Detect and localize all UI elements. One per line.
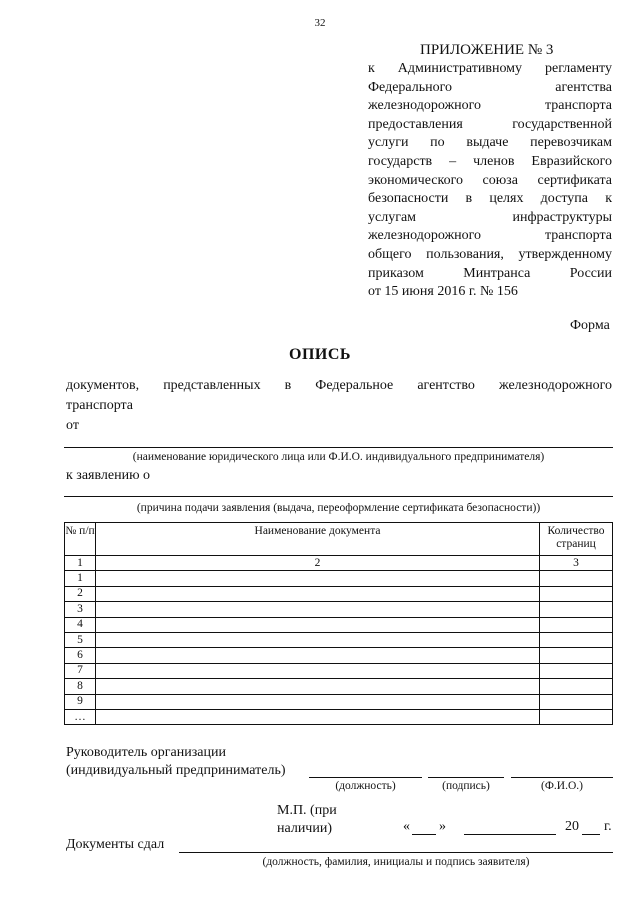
document-name-cell[interactable] [96, 571, 540, 586]
form-label: Форма [570, 318, 610, 333]
appendix-line: экономического союза сертификата [368, 172, 612, 188]
appendix-line: от 15 июня 2016 г. № 156 [368, 284, 518, 300]
document-name-cell[interactable] [96, 602, 540, 617]
index-cell: 2 [96, 556, 540, 571]
head-label-line-2: (индивидуальный предприниматель) [66, 763, 286, 778]
index-cell: 3 [540, 556, 613, 571]
position-caption: (должность) [335, 780, 396, 792]
table-row [65, 617, 613, 632]
signature-caption: (подпись) [442, 780, 490, 792]
header-page-count: Количество страниц [540, 523, 613, 556]
row-number: 1 [65, 571, 96, 586]
document-name-cell[interactable] [96, 679, 540, 694]
signature-fill-line[interactable] [428, 777, 504, 778]
table-row [65, 632, 613, 647]
appendix-reference [368, 60, 612, 302]
row-number: 4 [65, 617, 96, 632]
document-name-cell[interactable] [96, 694, 540, 709]
date-quote-close: » [439, 819, 446, 834]
page-count-cell[interactable] [540, 694, 613, 709]
row-number: … [65, 709, 96, 724]
row-number: 3 [65, 602, 96, 617]
submitted-label: Документы сдал [66, 837, 165, 852]
submitter-caption: (должность, фамилия, инициалы и подпись заявителя) [262, 856, 530, 868]
position-fill-line[interactable] [309, 777, 422, 778]
stamp-label-line-2: наличии) [277, 821, 332, 836]
year-prefix: 20 [565, 819, 579, 834]
appendix-line: услуги по выдаче перевозчикам [368, 135, 612, 151]
intro-line-3: от [66, 418, 79, 433]
row-number: 7 [65, 663, 96, 678]
appendix-title: ПРИЛОЖЕНИЕ № 3 [420, 42, 554, 58]
table-row [65, 663, 613, 678]
page-number: 32 [314, 17, 326, 29]
reason-caption: (причина подачи заявления (выдача, переоформление сертификата безопасности)) [136, 502, 541, 514]
appendix-line: общего пользования, утвержденному [368, 246, 612, 262]
row-number: 5 [65, 632, 96, 647]
table-row [65, 694, 613, 709]
document-title: ОПИСЬ [289, 346, 351, 363]
page-count-cell[interactable] [540, 602, 613, 617]
table-header-row [65, 523, 613, 556]
month-fill-line[interactable] [464, 834, 556, 835]
document-name-cell[interactable] [96, 663, 540, 678]
row-number: 2 [65, 586, 96, 601]
intro-line-1: документов, представленных в Федеральное агентство железнодорожного [66, 378, 612, 393]
header-number: № п/п [65, 523, 96, 556]
inventory-table [64, 522, 613, 725]
page-count-cell[interactable] [540, 617, 613, 632]
year-fill-line[interactable] [582, 834, 600, 835]
appendix-line: государств – членов Евразийского [368, 153, 612, 169]
document-name-cell[interactable] [96, 617, 540, 632]
page-count-cell[interactable] [540, 571, 613, 586]
page-count-cell[interactable] [540, 648, 613, 663]
row-number: 9 [65, 694, 96, 709]
day-fill-line[interactable] [412, 834, 436, 835]
page-count-cell[interactable] [540, 679, 613, 694]
reason-fill-line[interactable] [64, 496, 613, 497]
intro-line-2: транспорта [66, 398, 134, 413]
table-row [65, 586, 613, 601]
appendix-line: железнодорожного транспорта [368, 98, 612, 114]
index-cell: 1 [65, 556, 96, 571]
table-row [65, 679, 613, 694]
entity-caption: (наименование юридического лица или Ф.И.О. индивидуального предпринимателя) [132, 451, 545, 463]
page-count-cell[interactable] [540, 709, 613, 724]
row-number: 6 [65, 648, 96, 663]
entity-fill-line[interactable] [64, 447, 613, 448]
appendix-line: к Административному регламенту [368, 61, 612, 76]
appendix-line: приказом Минтранса России [368, 265, 612, 281]
stamp-label-line-1: М.П. (при [277, 803, 337, 818]
date-quote-open: « [403, 819, 410, 834]
page-count-cell[interactable] [540, 632, 613, 647]
appendix-line: железнодорожного транспорта [368, 228, 612, 244]
year-suffix: г. [604, 819, 612, 834]
header-document-name: Наименование документа [96, 523, 540, 556]
table-row [65, 571, 613, 586]
appendix-line: услугам инфраструктуры [368, 209, 612, 225]
document-name-cell[interactable] [96, 648, 540, 663]
head-label-line-1: Руководитель организации [66, 745, 226, 760]
row-number: 8 [65, 679, 96, 694]
appendix-line: предоставления государственной [368, 116, 612, 132]
table-index-row [65, 556, 613, 571]
document-name-cell[interactable] [96, 586, 540, 601]
page-count-cell[interactable] [540, 586, 613, 601]
document-name-cell[interactable] [96, 709, 540, 724]
appendix-line: безопасности в целях доступа к [368, 191, 612, 207]
page-count-cell[interactable] [540, 663, 613, 678]
table-row [65, 648, 613, 663]
table-row [65, 602, 613, 617]
submitter-fill-line[interactable] [179, 852, 613, 853]
to-application-label: к заявлению о [66, 468, 151, 483]
table-row [65, 709, 613, 724]
name-caption: (Ф.И.О.) [541, 780, 583, 792]
name-fill-line[interactable] [511, 777, 613, 778]
document-name-cell[interactable] [96, 632, 540, 647]
appendix-line: Федерального агентства [368, 79, 612, 95]
